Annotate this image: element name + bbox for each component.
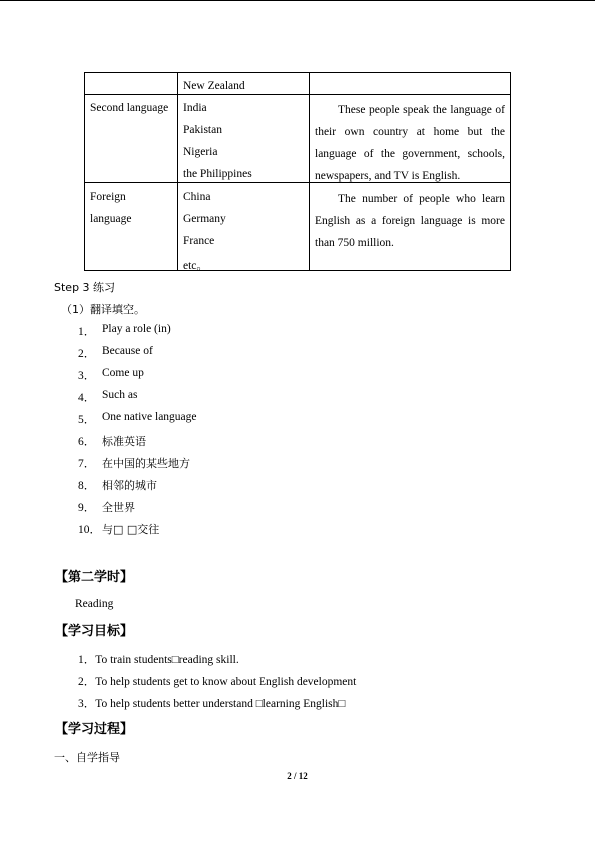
- exercise-number: 4．: [78, 392, 96, 404]
- exercise-number: 8．: [78, 480, 96, 492]
- exercise-text: Play a role (in): [102, 323, 171, 335]
- table-row-divider: [84, 94, 511, 95]
- table-cell-text: New Zealand: [183, 80, 245, 92]
- table-cell-text: language: [90, 213, 132, 225]
- table-cell-text: Second language: [90, 102, 169, 114]
- table-cell-text: etc。: [183, 260, 208, 272]
- table-cell-text: Foreign: [90, 191, 126, 203]
- exercise-number: 6．: [78, 436, 96, 448]
- step3-title: [54, 279, 115, 295]
- table-border-right: [510, 72, 511, 271]
- step3-title-text: Step 3 练习: [54, 281, 116, 294]
- step3-instruction: （1）翻译填空。: [61, 303, 145, 316]
- table-row-2-description: [315, 188, 505, 254]
- goal-item: 1．To train students□reading skill.: [78, 654, 239, 666]
- exercise-text: 全世界: [102, 501, 135, 514]
- exercise-number: 10．: [78, 524, 101, 536]
- goal-item: 3．To help students better understand □learning English□: [78, 698, 346, 710]
- page-top-border: [0, 0, 595, 1]
- exercise-text: Such as: [102, 389, 138, 401]
- page-number: 2 / 12: [287, 771, 308, 781]
- table-cell-paragraph: These people speak the language of their own country at home but the language of the government, schools, newspapers, and TV is English.: [315, 104, 505, 182]
- exercise-text: One native language: [102, 411, 197, 423]
- table-cell-paragraph: The number of people who learn English as a foreign language is more than 750 million.: [315, 193, 505, 249]
- table-cell-text: India: [183, 102, 207, 114]
- exercise-number: 2．: [78, 348, 96, 360]
- exercise-text: Because of: [102, 345, 153, 357]
- table-col-divider: [309, 72, 310, 271]
- exercise-text: 相邻的城市: [102, 479, 157, 492]
- table-cell-text: France: [183, 235, 215, 247]
- exercise-number: 1．: [78, 326, 96, 338]
- table-cell-text: Nigeria: [183, 146, 218, 158]
- exercise-text: Come up: [102, 367, 144, 379]
- language-table: [84, 72, 511, 271]
- exercise-text: 标准英语: [102, 435, 146, 448]
- table-cell-text: Pakistan: [183, 124, 222, 136]
- goal-item: 2．To help students get to know about English development: [78, 676, 357, 688]
- table-border-left: [84, 72, 85, 271]
- table-cell-text: Germany: [183, 213, 226, 225]
- exercise-number: 3．: [78, 370, 96, 382]
- exercise-number: 9．: [78, 502, 96, 514]
- lesson2-heading: 【第二学时】: [55, 570, 134, 585]
- lesson2-subtitle: Reading: [75, 598, 114, 610]
- exercise-text: 与□ □交往: [102, 523, 160, 536]
- table-row-1-description: [315, 99, 505, 187]
- exercise-number: 7．: [78, 458, 96, 470]
- exercise-text: 在中国的某些地方: [102, 457, 190, 470]
- goals-heading: 【学习目标】: [55, 624, 134, 639]
- table-border-bottom: [84, 270, 511, 271]
- table-col-divider: [177, 72, 178, 271]
- process-subheading: 一、自学指导: [54, 751, 120, 764]
- table-cell-text: the Philippines: [183, 168, 252, 180]
- table-border-top: [84, 72, 511, 73]
- table-cell-text: China: [183, 191, 211, 203]
- exercise-number: 5．: [78, 414, 96, 426]
- process-heading: 【学习过程】: [55, 722, 134, 737]
